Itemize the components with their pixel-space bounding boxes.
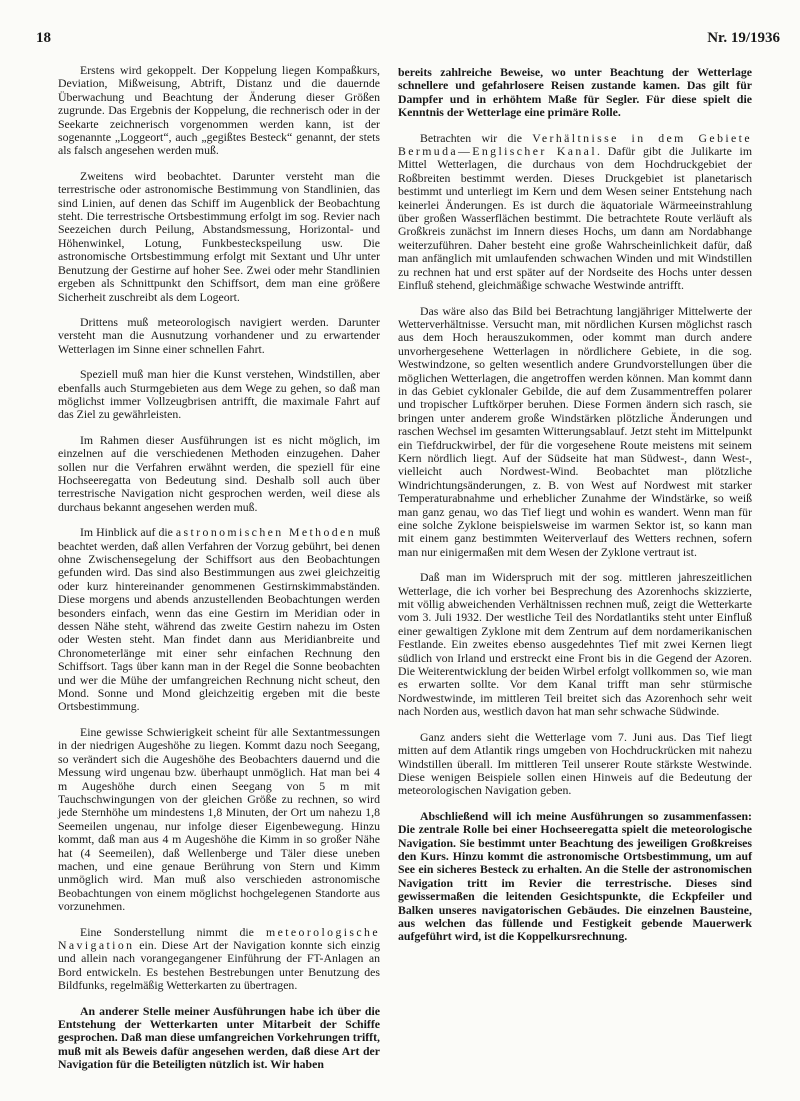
text-span: ein. Diese Art der Navigation konnte sich einzig und allein nach vorangegangener Einführung der FT-Anlagen an Bord entwickeln. Es bestehen Bestrebungen unter Benutzung des Bildfunks, regelmäßig Wetterkarten zu übertragen. (58, 937, 380, 993)
text-span: Eine Sonderstellung nimmt die (80, 924, 267, 939)
right-column (398, 66, 752, 956)
spaced-term: meteorologische Navigation (58, 924, 380, 952)
text-span: . Dafür gibt die Julikarte im Mittel Wetterlagen, die durchaus von dem Hochdruckgebiet der Roßbreiten bestimmt werden. Dieses Druckgebiet ist planetarisch bestimmt und unterliegt im Kern und dem Wesen seiner Entstehung nach keinerlei Änderungen. Es ist durch die äquatoriale Wärmeeinstrahlung über großen Wasserflächen bestimmt. Die betrachtete Route verläuft als Großkreis zunächst im Innern dieses Hochs, um dann am Nordabhange weiterzuführen. Daher besteht eine große Wahrscheinlichkeit dafür, daß man anfänglich mit umlaufenden schwachen Winden und mit Windstillen zu rechnen hat und erst später auf der Nordseite des Hochs unter dessen Einfluß stehend, gleichmäßige schwache Westwinde antrifft. (398, 144, 753, 293)
paragraph-rahmen: Im Rahmen dieser Ausführungen ist es nicht möglich, im einzelnen auf die verschiedenen Methoden einzugehen. Daher sollen nur die Verfahren erwähnt werden, die speziell für eine Hochseeregatta von Bedeutung sind. Deshalb soll auch über terrestrische Navigation nicht gesprochen werden, weil diese als durchaus bekannt angesehen werden muß. (58, 432, 380, 514)
text-span: Betrachten wir die (420, 130, 533, 145)
paragraph-astronomisch (58, 526, 380, 714)
paragraph-sonderstellung (58, 926, 380, 993)
issue-number: Nr. 19/1936 (707, 30, 780, 46)
paragraph-zusammenfassung: Abschließend will ich meine Ausführungen so zusammenfassen: Die zentrale Rolle bei einer Hochseeregatta spielt die meteorologische Navigation. Sie bestimmt unter Beachtung des jeweiligen Großkreises den Kurs. Hinzu kommt die astronomische Ortsbestimmung, um auf See ein sicheres Besteck zu erhalten. An die Stelle der astronomischen Navigation tritt im Revier die terrestrische. Dieses sind gewissermaßen die leitenden Gesichtspunkte, die Eckpfeiler und Balken unseres navigatorischen Gebäudes. Die einzelnen Bausteine, aus welchen das füllende und Festigkeit gebende Mauerwerk aufgeführt wird, ist die Koppelkursrechnung. (398, 808, 752, 944)
left-column (58, 64, 380, 1084)
paragraph-koppelung: Erstens wird gekoppelt. Der Koppelung liegen Kompaßkurs, Deviation, Mißweisung, Abtrift, Distanz und die dauernde Überwachung und Beachtung der Änderung dieser Größen zugrunde. Das Ergebnis der Koppelung, die rechnerisch oder in der Seekarte zeichnerisch vorgenommen werden kann, ist der sogenannte „Loggeort“, auch „gegißtes Besteck“ genannt, der stets als falsch angesehen werden muß. (58, 63, 380, 158)
paragraph-bermuda (398, 132, 752, 293)
paragraph-widerspruch: Daß man im Widerspruch mit der sog. mittleren jahreszeitlichen Wetterlage, die ich vorher bei Besprechung des Azorenhochs skizzierte, mit völlig abweichenden Verhältnissen rechnen muß, zeigt die Wetterkarte vom 3. Juli 1932. Der westliche Teil des Nordatlantiks steht unter Einfluß einer gewaltigen Zyklone mit dem Zentrum auf dem nordamerikanischen Festlande. Ein zweites ebenso ausgedehntes Tief mit zwei Kernen liegt südlich von Irland und erstreckt eine Front bis in die Gegend der Azoren. Die Weiterentwicklung der beiden Wirbel erfolgt vollkommen so, wie man es erwarten sollte. Vor dem Kanal trifft man sehr stürmische Nordwestwinde, im mittleren Teil breitet sich das Azorenhoch sehr weit nach Norden aus, westlich davon hat man sehr schwache Südwinde. (398, 570, 752, 719)
spaced-term: astronomischen Methoden (175, 525, 356, 540)
spaced-term: Verhältnisse in dem Gebiete Bermuda—Englischer Kanal (398, 130, 752, 159)
paragraph-wetterkarten: An anderer Stelle meiner Ausführungen habe ich über die Entstehung der Wetterkarten unter Mitarbeit der Schiffe gesprochen. Daß man diese umfangreichen Vorkehrungen trifft, muß mit als Beweis dafür angesehen werden, daß diese Art der Navigation für die Beteiligten nützlich ist. Wir haben (58, 1003, 380, 1072)
paragraph-beobachtung: Zweitens wird beobachtet. Darunter versteht man die terrestrische oder astronomische Bestimmung von Standlinien, das sind Linien, auf denen das Schiff im Augenblick der Beobachtung steht. Die terrestrische Ortsbestimmung erfolgt im sog. Revier nach Seezeichen durch Peilung, Abstandsmessung, Horizontal- und Höhenwinkel, Lotung, Funkbesteckspeilung usw. Die astronomische Ortsbestimmung erfolgt mit Sextant und Uhr unter Benutzung der Gestirne auf hoher See. Zwei oder mehr Standlinien ergeben als Schnittpunkt den Schiffsort, dem man eine größere Sicherheit zuschreibt als dem Logeort. (58, 168, 380, 304)
paragraph-meteorologisch: Drittens muß meteorologisch navigiert werden. Darunter versteht man die Ausnutzung vorhandener und zu erwartender Wetterlagen im Sinne einer schnellen Fahrt. (58, 314, 380, 356)
text-span: muß beachtet werden, daß allen Verfahren der Vorzug gebührt, bei denen ohne Zwischensegelung der Schiffsort aus den Beobachtungen gefunden wird. Das sind also Bestimmungen aus zwei gleichzeitig oder kurz hintereinander genommenen Gestirnskimmabständen. Diese morgens und abends anzustellenden Beobachtungen werden besonders einfach, wenn das eine Gestirn im Meridian oder in dessen Nähe steht, während das zweite Gestirn nahezu im Osten oder Westen steht. Man findet dann aus Meridianbreite und Chronometerlänge mit einer sehr einfachen Rechnung den Schiffsort. Tags über kann man in der Regel die Sonne beobachten und wer die Mühe der umfangreichen Rechnung nicht scheut, den Mond. Sonne und Mond gleichzeitig ergeben mit die beste Ortsbestimmung. (58, 525, 380, 714)
paragraph-windstillen: Speziell muß man hier die Kunst verstehen, Windstillen, aber ebenfalls auch Sturmgebieten aus dem Wege zu gehen, so daß man möglichst immer Vollzeugbrisen antrifft, die maximale Fahrt auf das Ziel zu gewährleisten. (58, 367, 380, 422)
paragraph-schwierigkeit: Eine gewisse Schwierigkeit scheint für alle Sextantmessungen in der niedrigen Augeshöhe zu liegen. Kommt dazu noch Seegang, so verändert sich die Augeshöhe des Beobachters dauernd und die Messung wird ungenau bzw. überhaupt unmöglich. Hat man bei 4 m Augeshöhe durch einen Seegang von 5 m mit Tauchschwingungen von der gleichen Größe zu rechnen, so wird jede Sternhöhe um mindestens 1,8 Minuten, der Ort um nahezu 1,8 Seemeilen ungenau, nur infolge dieser Eigenbewegung. Hinzu kommt, daß man aus 4 m Augeshöhe die Kimm in so großer Nähe hat (4 Seemeilen), daß Wellenberge und Täler diese uneben machen, und eine genaue Berührung von Stern und Kimm unmöglich wird. Man muß also verschieden astronomische Beobachtungen von einem möglichst hochgelegenen Standorte aus vorzunehmen. (58, 724, 380, 914)
text-span: Im Hinblick auf die (80, 525, 176, 540)
page-number: 18 (36, 30, 51, 46)
paragraph-beweise: bereits zahlreiche Beweise, wo unter Beachtung der Wetterlage schnellere und gefahrlosere Reisen zustande kamen. Das gilt für Dampfer und in erhöhtem Maße für Segler. Für diese spielt die Kenntnis der Wetterlage eine primäre Rolle. (398, 65, 752, 120)
paragraph-juni: Ganz anders sieht die Wetterlage vom 7. Juni aus. Das Tief liegt mitten auf dem Atlantik rings umgeben von Hochdruckrücken mit nahezu Windstillen überall. Im mittleren Teil unserer Route stärkste Westwinde. Diese wenigen Beispiele sollen einen Hinweis auf die Bedeutung der meteorologischen Navigation geben. (398, 729, 752, 798)
paragraph-mittelwerte: Das wäre also das Bild bei Betrachtung langjähriger Mittelwerte der Wetterverhältnisse. Versucht man, mit nördlichen Kursen möglichst rasch aus dem Hoch herauszukommen, oder kommt man durch andere unvorhergesehene Wetterlagen in nördlichere Gebiete, in die sog. Westwindzone, so gelten wesentlich andere Grundvorstellungen über die möglichen Wetterlagen, die angetroffen werden können. Man kommt dann in das Gebiet cyklonaler Gebilde, die auf dem Zusammentreffen polarer und tropischer Luftkörper beruhen. Diese Formen ändern sich rasch, sie bringen unter anderem große Windstärken plötzliche Änderungen und raschen Wechsel im gesamten Witterungsablauf. Jetzt steht im Mittelpunkt ein Tiefdruckwirbel, der für die vorgesehene Route meistens mit seinem Kern nördlich liegt. Auf der Südseite hat man Südwest-, dann West-, vielleicht auch Nordwest-Wind. Beobachtet man plötzliche Windrichtungsänderungen, z. B. von West auf Nordwest mit starker Temperaturabnahme und erheblicher Zunahme der Windstärke, so weiß man ganz genau, wo das Tief liegt und wohin es wandert. Wenn man für eine solche Zyklone beispielsweise im warmen Sektor ist, so kann man mit einem ganz bestimmten Weiterverlauf des Wetters rechnen, sofern man nur einigermaßen mit dem Wesen der Zyklone vertraut ist. (398, 303, 752, 559)
